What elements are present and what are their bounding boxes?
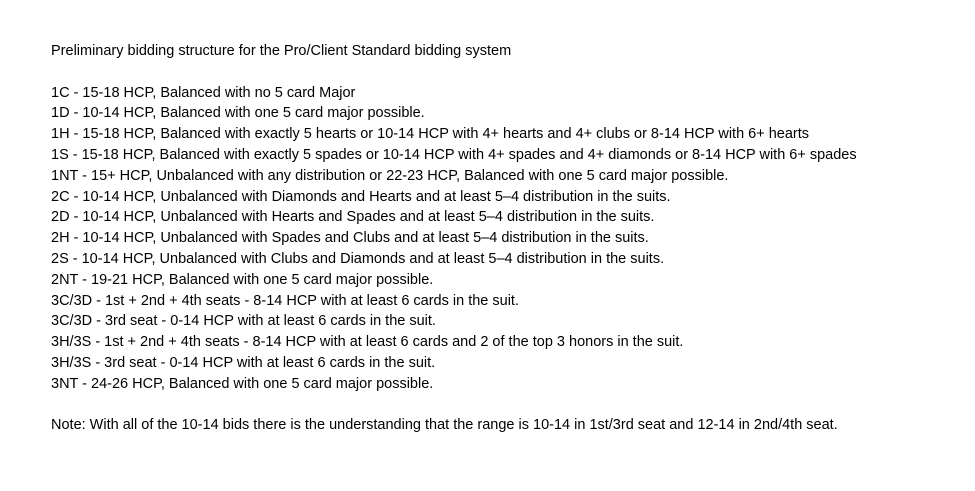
blank-line [51,395,966,416]
bid-list [51,83,966,395]
bid-2nt: 2NT - 19-21 HCP, Balanced with one 5 card major possible. [51,271,434,288]
bid-1c: 1C - 15-18 HCP, Balanced with no 5 card Major [51,84,356,101]
bid-2s: 2S - 10-14 HCP, Unbalanced with Clubs and Diamonds and at least 5–4 distribution in the suits. [51,250,665,267]
bid-1nt: 1NT - 15+ HCP, Unbalanced with any distribution or 22-23 HCP, Balanced with one 5 card major possible. [51,167,729,184]
bid-1d: 1D - 10-14 HCP, Balanced with one 5 card major possible. [51,105,425,122]
bid-2d: 2D - 10-14 HCP, Unbalanced with Hearts and Spades and at least 5–4 distribution in the suits. [51,209,655,226]
bid-3c-3d-first-second-fourth: 3C/3D - 1st + 2nd + 4th seats - 8-14 HCP with at least 6 cards in the suit. [51,292,519,309]
blank-line [51,62,966,83]
bid-2h: 2H - 10-14 HCP, Unbalanced with Spades and Clubs and at least 5–4 distribution in the suits. [51,230,649,247]
range-note: Note: With all of the 10-14 bids there is the understanding that the range is 10-14 in 1st/3rd seat and 12-14 in 2nd/4th seat. [51,417,838,434]
bid-3h-3s-third: 3H/3S - 3rd seat - 0-14 HCP with at least 6 cards in the suit. [51,354,436,371]
bid-3h-3s-first-second-fourth: 3H/3S - 1st + 2nd + 4th seats - 8-14 HCP with at least 6 cards and 2 of the top 3 honors in the suit. [51,334,684,351]
bid-2c: 2C - 10-14 HCP, Unbalanced with Diamonds and Hearts and at least 5–4 distribution in the suits. [51,188,671,205]
bid-3nt: 3NT - 24-26 HCP, Balanced with one 5 card major possible. [51,375,434,392]
document-title: Preliminary bidding structure for the Pro/Client Standard bidding system [51,43,512,59]
bid-3c-3d-third: 3C/3D - 3rd seat - 0-14 HCP with at least 6 cards in the suit. [51,313,436,330]
bid-1s: 1S - 15-18 HCP, Balanced with exactly 5 spades or 10-14 HCP with 4+ spades and 4+ diamonds or 8-14 HCP with 6+ spades [51,146,857,163]
bid-1h: 1H - 15-18 HCP, Balanced with exactly 5 hearts or 10-14 HCP with 4+ hearts and 4+ clubs or 8-14 HCP with 6+ hearts [51,126,810,143]
document-body [51,41,966,436]
